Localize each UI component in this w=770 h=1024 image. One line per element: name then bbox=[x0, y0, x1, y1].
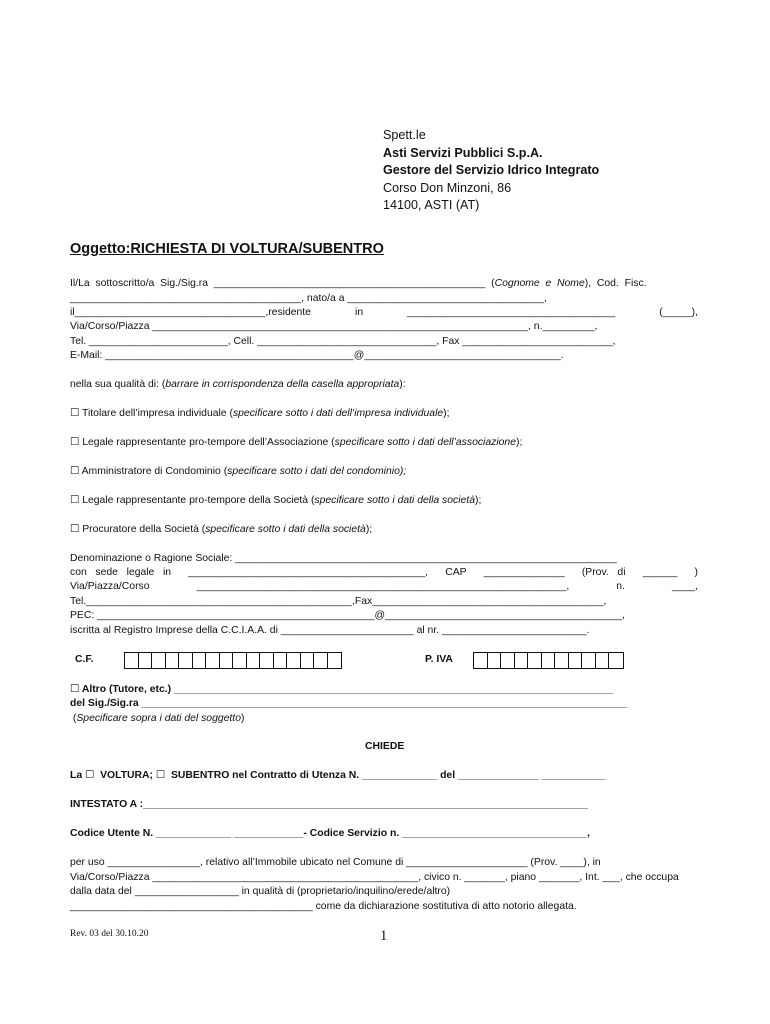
recipient-street: Corso Don Minzoni, 86 bbox=[383, 181, 512, 195]
piva-digit-cell[interactable] bbox=[542, 653, 556, 668]
cf-digit-cell[interactable] bbox=[233, 653, 247, 668]
footer-revision: Rev. 03 del 30.10.20 bbox=[70, 929, 149, 939]
cf-digit-cell[interactable] bbox=[220, 653, 234, 668]
cf-digit-cell[interactable] bbox=[247, 653, 261, 668]
option-note: specificare sotto i dati della società bbox=[205, 524, 366, 535]
piva-input-grid[interactable] bbox=[473, 652, 624, 669]
quality-option-association[interactable] bbox=[70, 438, 522, 448]
cf-digit-cell[interactable] bbox=[274, 653, 288, 668]
piva-label: P. IVA bbox=[425, 654, 453, 665]
cf-digit-cell[interactable] bbox=[206, 653, 220, 668]
option-label: ☐ Amministratore di Condominio ( bbox=[70, 466, 228, 477]
cf-digit-cell[interactable] bbox=[328, 653, 342, 668]
cf-digit-cell[interactable] bbox=[314, 653, 328, 668]
piva-digit-cell[interactable] bbox=[582, 653, 596, 668]
other-note bbox=[70, 714, 244, 724]
applicant-residence-part: ____________________________________ bbox=[407, 307, 616, 318]
quality-option-condominium[interactable] bbox=[70, 467, 406, 477]
piva-digit-cell[interactable] bbox=[528, 653, 542, 668]
company-phone-line: Tel.______________________________________________,Fax________________________________________, bbox=[70, 596, 607, 607]
applicant-residence-part: in bbox=[355, 307, 364, 318]
company-address-part: n. bbox=[616, 581, 625, 592]
piva-digit-cell[interactable] bbox=[609, 653, 623, 668]
option-tail: ); bbox=[443, 408, 450, 419]
request-heading: CHIEDE bbox=[365, 741, 405, 752]
company-seat-part: _________________________________________, bbox=[188, 567, 429, 578]
cf-digit-cell[interactable] bbox=[152, 653, 166, 668]
company-seat-line bbox=[70, 568, 698, 578]
cf-label: C.F. bbox=[75, 654, 94, 665]
cf-digit-cell[interactable] bbox=[260, 653, 274, 668]
quality-option-owner[interactable] bbox=[70, 409, 450, 419]
other-note-suffix: ) bbox=[240, 713, 245, 724]
applicant-phone-line: Tel. ________________________, Cell. _______________________________, Fax __________________________, bbox=[70, 336, 616, 347]
applicant-name-prefix: Il/La sottoscritto/a Sig./Sig.ra _______________________________________________ ( bbox=[70, 278, 495, 289]
option-tail: ); bbox=[515, 437, 523, 448]
company-name-line: Denominazione o Ragione Sociale: __________________________________________________________________ bbox=[70, 553, 617, 564]
applicant-name-hint: Cognome e Nome bbox=[494, 278, 585, 289]
option-label: ☐ Procuratore della Società ( bbox=[70, 524, 206, 535]
subject-text: RICHIESTA DI VOLTURA/SUBENTRO bbox=[130, 241, 384, 257]
option-label: ☐ Legale rappresentante pro-tempore della Società ( bbox=[70, 495, 315, 506]
company-seat-part: ______________ bbox=[483, 567, 565, 578]
applicant-address-line: Via/Corso/Piazza _________________________________________________________________, n._________, bbox=[70, 321, 598, 332]
company-seat-part: (Prov. di bbox=[581, 567, 626, 578]
cf-digit-cell[interactable] bbox=[193, 653, 207, 668]
recipient-department: Gestore del Servizio Idrico Integrato bbox=[383, 163, 600, 177]
piva-digit-cell[interactable] bbox=[555, 653, 569, 668]
quality-option-proxy[interactable] bbox=[70, 525, 372, 535]
piva-digit-cell[interactable] bbox=[515, 653, 529, 668]
usage-line-1: per uso ________________, relativo all’Immobile ubicato nel Comune di _____________________ (Prov. ____), in bbox=[70, 857, 601, 868]
option-note: specificare sotto i dati della società bbox=[314, 495, 475, 506]
cf-digit-cell[interactable] bbox=[166, 653, 180, 668]
subject-title bbox=[70, 242, 384, 257]
subject-label: Oggetto: bbox=[70, 241, 131, 257]
recipient-salutation: Spett.le bbox=[383, 128, 426, 142]
quality-intro-hint: barrare in corrispondenza della casella appropriata bbox=[165, 379, 400, 390]
company-address-part: ____, bbox=[671, 581, 698, 592]
request-contract-line[interactable]: La ☐ VOLTURA; ☐ SUBENTRO nel Contratto di Utenza N. _____________ del ______________ ___________ bbox=[70, 770, 606, 781]
piva-digit-cell[interactable] bbox=[501, 653, 515, 668]
piva-digit-cell[interactable] bbox=[569, 653, 583, 668]
company-seat-part: ) bbox=[694, 567, 698, 578]
company-seat-part: CAP bbox=[445, 567, 467, 578]
cf-digit-cell[interactable] bbox=[125, 653, 139, 668]
option-tail: ); bbox=[365, 524, 373, 535]
usage-line-2: Via/Corso/Piazza ______________________________________________, civico n. _______, piano _______, Int. ___, che occupa bbox=[70, 872, 679, 883]
option-label: ☐ Titolare dell’impresa individuale ( bbox=[70, 408, 233, 419]
usage-line-4: __________________________________________ come da dichiarazione sostitutiva di atto notorio allegata. bbox=[70, 901, 577, 912]
cf-digit-cell[interactable] bbox=[287, 653, 301, 668]
cf-digit-cell[interactable] bbox=[179, 653, 193, 668]
company-address-line bbox=[70, 582, 698, 592]
applicant-residence-part: (_____), bbox=[659, 307, 698, 318]
option-note: specificare sotto i dati dell’associazione bbox=[334, 437, 516, 448]
usage-line-3: dalla data del __________________ in qualità di (proprietario/inquilino/erede/altro) bbox=[70, 886, 451, 897]
applicant-name-suffix: ), Cod. Fisc. bbox=[584, 278, 647, 289]
other-note-prefix: ( bbox=[70, 713, 77, 724]
piva-digit-cell[interactable] bbox=[596, 653, 610, 668]
company-address-part: Via/Piazza/Corso bbox=[70, 581, 150, 592]
cf-digit-cell[interactable] bbox=[301, 653, 315, 668]
other-name-line: del Sig./Sig.ra ____________________________________________________________________________________ bbox=[70, 698, 628, 709]
recipient-company: Asti Servizi Pubblici S.p.A. bbox=[383, 146, 543, 160]
footer-page-number: 1 bbox=[380, 928, 388, 944]
piva-digit-cell[interactable] bbox=[474, 653, 488, 668]
applicant-birth-line: ________________________________________, nato/a a __________________________________, bbox=[70, 293, 547, 304]
applicant-residence-line bbox=[70, 308, 698, 318]
company-address-part: ________________________________________________________________, bbox=[196, 581, 570, 592]
quality-option-company[interactable] bbox=[70, 496, 481, 506]
request-holder-line: INTESTATO A :_____________________________________________________________________________ bbox=[70, 799, 589, 810]
option-tail: ); bbox=[474, 495, 482, 506]
other-option[interactable]: ☐ Altro (Tutore, etc.) ____________________________________________________________________________ bbox=[70, 684, 614, 695]
quality-intro-suffix: ): bbox=[399, 379, 406, 390]
company-seat-part: ______ bbox=[642, 567, 678, 578]
quality-intro bbox=[70, 380, 406, 390]
quality-intro-prefix: nella sua qualità di: ( bbox=[70, 379, 166, 390]
company-registry-line: iscritta al Registro Imprese della C.C.I.A.A. di _______________________ al nr. _________________________. bbox=[70, 625, 590, 636]
option-note: specificare sotto i dati dell’impresa individuale bbox=[232, 408, 444, 419]
request-codes-line: Codice Utente N. _____________ ____________- Codice Servizio n. ________________________________, bbox=[70, 828, 590, 839]
cf-input-grid[interactable] bbox=[124, 652, 342, 669]
applicant-residence-part: il_________________________________,residente bbox=[70, 307, 311, 318]
recipient-city: 14100, ASTI (AT) bbox=[383, 198, 480, 212]
piva-digit-cell[interactable] bbox=[488, 653, 502, 668]
other-note-hint: Specificare sopra i dati del soggetto bbox=[76, 713, 241, 724]
applicant-name-line bbox=[70, 279, 647, 289]
applicant-email-line: E-Mail: ___________________________________________@__________________________________. bbox=[70, 350, 564, 361]
option-note: specificare sotto i dati del condominio); bbox=[227, 466, 407, 477]
cf-digit-cell[interactable] bbox=[139, 653, 153, 668]
company-seat-part: con sede legale in bbox=[70, 567, 172, 578]
option-label: ☐ Legale rappresentante pro-tempore dell’Associazione ( bbox=[70, 437, 335, 448]
company-pec-line: PEC: ________________________________________________@_________________________________________, bbox=[70, 610, 625, 621]
